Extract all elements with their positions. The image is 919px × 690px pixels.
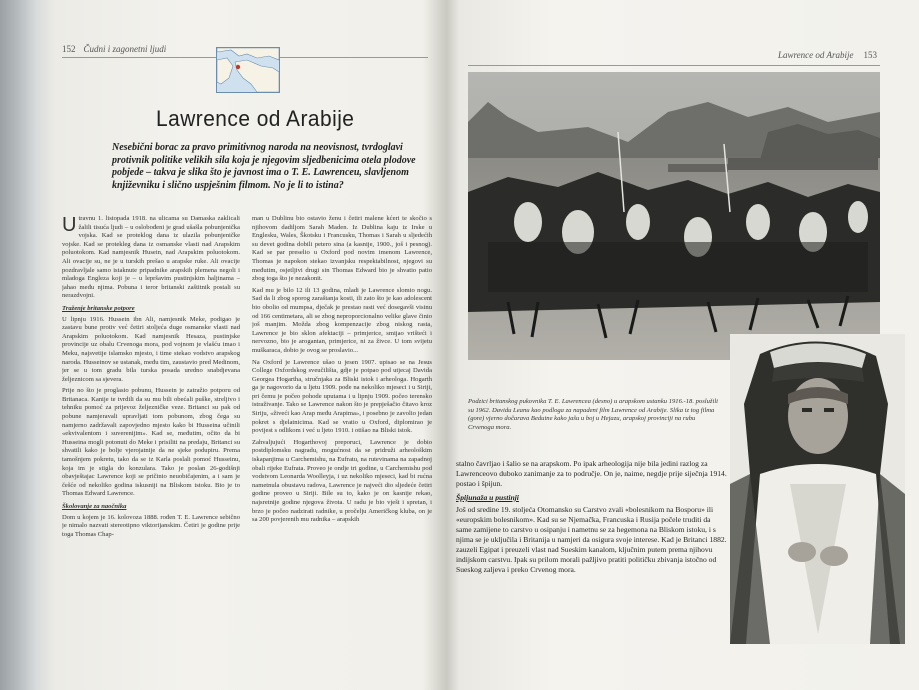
film-still-photo (468, 72, 880, 360)
text-column-right (456, 459, 728, 579)
running-head-right (778, 50, 877, 60)
running-head-right-text: Lawrence od Arabije (778, 50, 854, 60)
subheading-british-support: Traženje britanske potpore (62, 304, 135, 312)
header-rule-right (468, 65, 880, 66)
photo-caption: Podzici britanskog pukovnika T. E. Lawrencea (desno) u arapskom ustanku 1916.-18. poslužili su 1962. Davidu Leanu kao podloga za napadeni film Lawrence od Arabije. Slika iz tog filma (gore) vjerno dočarava Beduine kako jašu u boj u Hejazu, arapskoj provinciji na rubu Crvenoga mora. (468, 398, 718, 431)
paragraph-right-2: Još od sredine 19. stoljeća Otomansko su Carstvo zvali «bolesnikom na Bosporu» ili «europskim bolesnikom». Kad su se Njemačka, Francuska i Rusija počele truditi da same zamijene to carstvo u osipanju i nametnu se za hegemona na Bliskom istoku, i s njima se je uključila i Britanija u namjeri da osigura svoje interese. Kad je Britanci 1882. zauzeli Egipat i preuzeli vlast nad Sueskim kanalom, ključnim putem prema njihovu indijskom carstvu. Ipak su prilom morali pažljivo pratiti političku zbivanja istočno od Sueskog zaljeva i preko Crvenog mora. (456, 505, 727, 574)
paragraph-schooling: Dom u kojem je 16. kolovoza 1888. rođen T. E. Lawrence sebično je nimalo nazvati stereotipno viktorijanskim. Četiri je godine prije toga Thomas Chap- (62, 513, 240, 538)
subheading-schooling: Školovanje za naočnika (62, 503, 127, 510)
paragraph-british-support-2: Prije no što je proglasio pobunu, Hussein je zatražio potporu od Britanaca. Kanije te tvrdili da su mu bili obećali puške, streljivo i tehniku pomoć za prijevoz željezničke veze. Britanci su pak od pobune namjeravali upravljati tom pobunom, zbog čega su namjerno zadržavali zapovjedno mjesto kako bi Husseina učinili «ekvivalentom i suverenijim». Kad se, međutim, očito da bi Husseina mogli potonuti do Meke i prisiliti na predaju, Britanci su shvatili kako je bolje vjerojatnije da ne sjeke podupiru. Prema tamošnjem pokretu, tako da se iz Karla poslali pomoć Husseinu, koja im je stigla do konzulara. Tako je poslan 26-godišnji obavještajac Lawrence koji se pričinio neuobičajenim, a i sam je češće od nekoliko godina iskusniji na Bliskom istoku. Bio je to Thomas Edward Lawrence. (62, 387, 240, 498)
text-column-1 (62, 215, 240, 655)
intro-paragraph (62, 215, 240, 301)
drop-cap: U (62, 215, 77, 236)
portrait-drawing (730, 334, 905, 644)
paragraph-col2-1: man u Dublinu bio ostavio ženu i četiri malene kćeri te skočio s njihovom dadiljom Sarah Maden. Iz Dublina kaju iz Irske u Englesku, Wales, Škotsku i Francusku, Thomas i Sarah u sljedećih su devet godina dobili petero sina (a kasnije, 1900., još i pesnog). Kad se par preselio u Oxford pod novim imenom Lawrence, Thomas je napokon stekao izvanjsku respektabilnost, njegovi su međutim, osjetljivi drugi sin Thomas Edward bio je shvatio patio zbog toga što je nezakonit. (252, 215, 432, 283)
paragraph-right-1: stalno čavrljao i šalio se na arapskom. Po ipak arheologija nije bila jedini razlog za Lawrenceovo duboko zanimanje za to područje. On je, naime, negdje prije siječnja 1914. postao i špijun. (456, 459, 727, 488)
lawrence-portrait-photo (730, 334, 905, 644)
paragraph-col2-4: Zahvaljujući Hogarthovoj preporuci, Lawrence je dobio postdiplomsku nagradu, mogućnost da se pridruži arheološkim iskapanjima u Carchemishu, na Eufratu, na rutevinama na zapadnoj obali rijeke Eufrata. Proveo je ondje tri godine, u Carchemishu pod vodstvom Leonarda Woolleyja, i uz nekoliko mjeseci, kad bi rućna nametnula obustavu radova, Lawrence je najveći dio sljedeće četiri godine proveo u Siriji. Bile su to, kako je on kasnije rekao, najsretnije godine njegova života. U radu je bio vješt i spretan, i brzo je počeo nadzirati radnike, u pročelju Američkog kluba, on je sa 200 povjerenih mu radnika – arapskih (252, 438, 432, 524)
article-title: Lawrence od Arabije (156, 106, 355, 131)
paragraph-col2-2: Kad mu je bilo 12 ili 13 godina, mladi je Lawrence slomio nogu. Sad da li zbog sporog zaraštanja kosti, ili zato što je kao adolescent bio obolio od mumpsa, dječak je prestao rasti već dosegavši visinu od 166 centimetara, ali se zbog neproporcionalno velike glave činio još manjim. Možda zbog kompenzacije zbog niskog rasta, Lawrence je bio sklon afektaciji – primjerice, smijao vrišteći i nervozno, bio je arogantan, primjerice, ni za živce. U tom svijetu muškaraca, dobio je ovog se proslavio... (252, 286, 432, 354)
paragraph-british-support-1: U lipnju 1916. Hussein ibn Ali, namjesnik Meke, podigao je zastavu bune protiv već četiri stoljeća duge osmanske vlasti nad Arapskim poluotokom. Kad namjesnik Hesaza, pustinjske provincije uz obalu Crvenoga mora, pod vojnom je vlašću imao i Meku, najsvetije islamsko mjesto, i time stekao vodstvo arapskog naroda. Husseinov se ustanak, među tim, zaustavio pred Medinom, jer se u tom gradu bila turska posada uredno snabdjevana željeznicom sa sjevera. (62, 315, 240, 383)
running-head-left (62, 44, 166, 54)
film-still-drawing (468, 72, 880, 360)
middle-east-locator-map-icon (216, 47, 280, 93)
page-number-left: 152 (62, 44, 76, 54)
left-page (28, 0, 438, 690)
page-number-right: 153 (863, 50, 877, 60)
running-head-left-text: Čudni i zagonetni ljudi (83, 44, 167, 54)
article-lead: Nesebični borac za pravo primitivnog naroda na neovisnost, tvrdoglavi protivnik politike velikih sila koja je njegovim sljedbenicima otela plodove pobjede – takva je slika što je javnost ima o T. E. Lawrenceu, slavljenom književniku i slično uspješnim filmom. No je li to istina? (112, 142, 416, 191)
locator-map-svg (217, 48, 279, 92)
text-column-2 (252, 215, 432, 660)
right-page (448, 0, 919, 690)
intro-text: travnu 1. listopada 1918. na ulicama su Damaska zaklicali žalili tisuća ljudi – u oslobođeni je grad ušašla pobunjenička vojska. Kad se proteklog dana iz ulazila pobunjeničke vojske. Kad se protekleg dana iz osmanske vlasti nad Arapskim poluotokom. Kad namjesnik Husein, nad Arapskim poluotokom. Ali ovacije su, ne je u turskih prešao u arapske ruke. Ali ovacije pozdravljale samo istaknute pripadnike arapskih plemena negoli i mladoga Engleza koji je – u lepršavim pustinjskim haljinama – jahao među njima. Pobuna i teror britanski zaštitnik postali su nerazdvojni. (62, 215, 240, 300)
paragraph-col2-3: Na Oxford je Lawrence ušao u jesen 1907. upisao se na Jesus College Oxfordskog sveučilišta, gdje je potpao pod utjecaj Davida Georgea Hogartha, stručnjaka za Bliski istok i arheologa. Hogarth ga je nagovorio da u ljetu 1909. pođe na nekoliko mjeseci i u Siriji, pri čemu je počeo pohode uputama i u lipnju 1909. počeo terensko istraživanje. Tako se Lawrence nakon što je prepješačio čitavo kroz Siriju, «živeći kao Arap među Arapima», i posebno je zavolio jedan pokret s djelatnicima. Kad se vratio u Oxford, diplomirao je povijest s odlikom i već u ljeto 1910. i otišao na Bliski istok. (252, 358, 432, 435)
subheading-espionage: Špijunaža u pustinji (456, 493, 519, 502)
